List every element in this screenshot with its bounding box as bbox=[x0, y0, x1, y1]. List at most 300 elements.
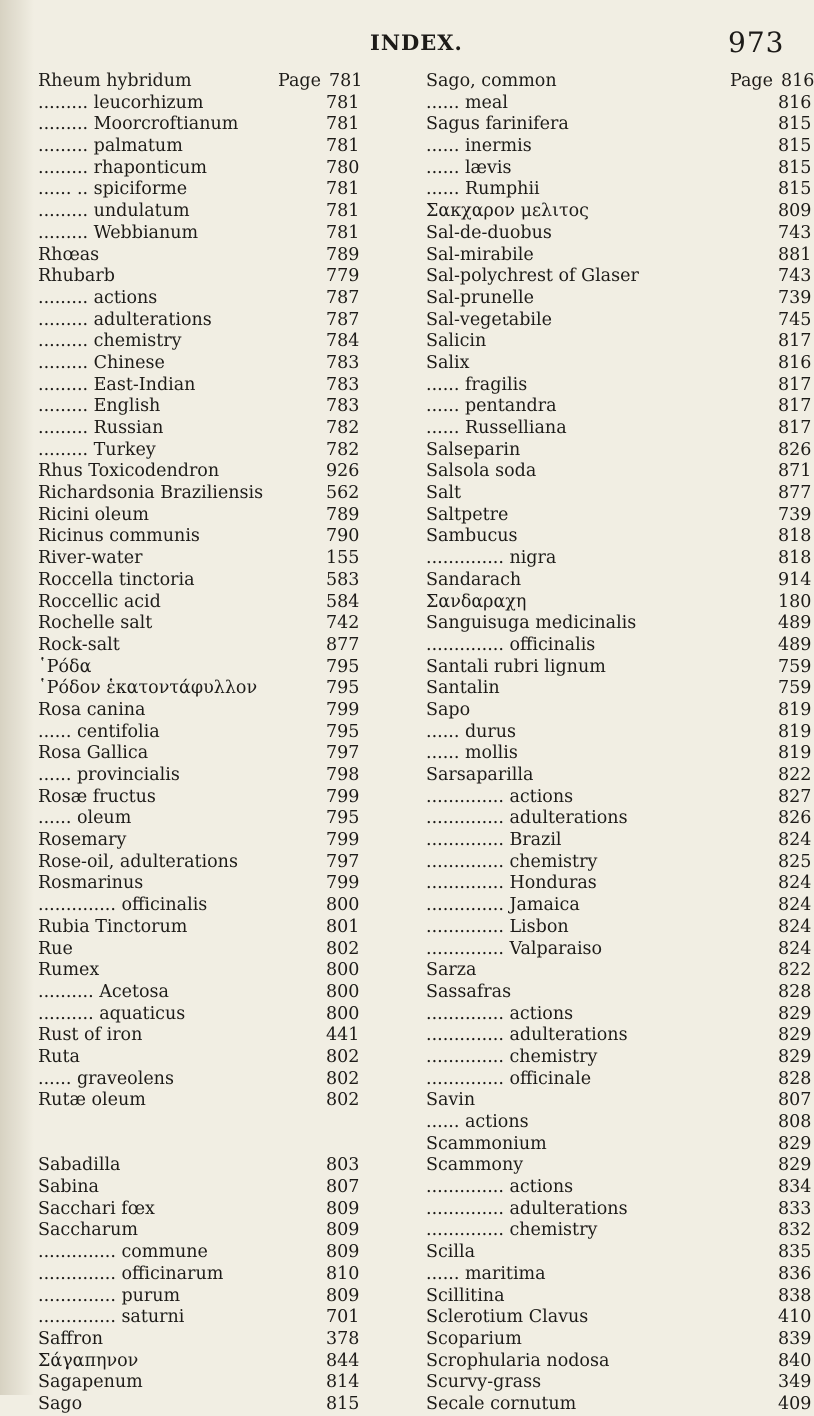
entry-page bbox=[326, 266, 359, 288]
entry-term: Rust of iron bbox=[38, 1025, 143, 1046]
index-entry bbox=[38, 1351, 433, 1373]
entry-page bbox=[326, 1242, 359, 1264]
page-value: 822 bbox=[778, 765, 812, 785]
entry-term: .............. adulterations bbox=[426, 1025, 628, 1046]
page-value: 759 bbox=[778, 656, 812, 677]
entry-page bbox=[778, 1025, 811, 1047]
page-value: 824 bbox=[778, 895, 812, 916]
entry-term: ......... chemistry bbox=[38, 331, 182, 352]
entry-term: Rosemary bbox=[38, 830, 127, 851]
index-entry bbox=[38, 266, 433, 288]
index-entry bbox=[38, 179, 433, 201]
entry-term: Sarza bbox=[426, 960, 477, 981]
entry-page bbox=[326, 1372, 359, 1394]
page-value: 784 bbox=[326, 331, 360, 352]
page-value: 819 bbox=[778, 721, 812, 742]
page-value: 795 bbox=[326, 678, 360, 699]
entry-page bbox=[778, 852, 811, 874]
entry-page bbox=[778, 635, 811, 657]
page-value: 801 bbox=[326, 916, 360, 937]
page-value: 926 bbox=[326, 461, 360, 482]
entry-page bbox=[326, 440, 359, 462]
index-entry bbox=[38, 1112, 433, 1134]
page-value: 781 bbox=[328, 71, 363, 91]
entry-term: Rue bbox=[38, 938, 73, 959]
entry-term: Roccella tinctoria bbox=[38, 569, 195, 590]
entry-page bbox=[778, 678, 811, 700]
index-entry bbox=[426, 1046, 812, 1069]
index-entry bbox=[38, 787, 433, 809]
index-entry bbox=[38, 678, 433, 700]
entry-term: .............. chemistry bbox=[426, 1046, 598, 1067]
index-entry bbox=[38, 1069, 433, 1091]
page-value: 809 bbox=[326, 1220, 360, 1241]
entry-term: River-water bbox=[38, 548, 143, 569]
index-entry bbox=[426, 1220, 812, 1242]
entry-term: ......... Russian bbox=[38, 418, 164, 438]
entry-term: .............. Brazil bbox=[426, 830, 562, 851]
index-entry bbox=[38, 418, 433, 440]
entry-page bbox=[326, 657, 359, 679]
entry-term: Σανδαραχη bbox=[426, 591, 527, 612]
index-entry bbox=[38, 1329, 433, 1351]
page-value: 836 bbox=[778, 1263, 812, 1284]
entry-term: .............. adulterations bbox=[426, 808, 628, 829]
page-value: 807 bbox=[326, 1177, 360, 1198]
entry-term: .............. actions bbox=[426, 1003, 574, 1024]
index-entry bbox=[38, 1220, 433, 1242]
entry-page bbox=[326, 461, 359, 483]
entry-term: ......... Turkey bbox=[38, 439, 156, 460]
page-value: 844 bbox=[326, 1350, 360, 1371]
index-entry bbox=[426, 786, 812, 809]
index-entry bbox=[426, 851, 812, 874]
right-column bbox=[426, 71, 814, 1416]
index-entry bbox=[426, 504, 812, 527]
index-entry bbox=[426, 114, 812, 136]
index-entry bbox=[426, 1003, 812, 1026]
entry-term: Scilla bbox=[426, 1242, 476, 1263]
page-value: 808 bbox=[778, 1112, 812, 1132]
entry-term: .............. officinale bbox=[426, 1068, 592, 1089]
entry-term: .............. saturni bbox=[38, 1307, 185, 1328]
entry-page bbox=[326, 1286, 359, 1308]
entry-page bbox=[326, 288, 359, 310]
entry-page bbox=[778, 526, 811, 548]
index-entry bbox=[38, 353, 433, 375]
page-value: 782 bbox=[326, 439, 360, 460]
entry-term: Sassafras bbox=[426, 981, 512, 1002]
page-value: 802 bbox=[326, 1090, 360, 1111]
entry-page bbox=[778, 613, 811, 635]
entry-page bbox=[730, 71, 814, 93]
index-entry bbox=[38, 700, 433, 722]
index-entry bbox=[426, 483, 812, 505]
index-entry bbox=[38, 1090, 433, 1112]
index-entry bbox=[426, 136, 812, 158]
entry-page bbox=[778, 1372, 811, 1394]
entry-term: Rutæ oleum bbox=[38, 1090, 146, 1111]
page-value: 781 bbox=[326, 92, 360, 113]
index-entry bbox=[38, 331, 433, 353]
page-value: 798 bbox=[326, 765, 360, 785]
page-value: 832 bbox=[778, 1220, 812, 1241]
page-value: 409 bbox=[778, 1393, 812, 1414]
page-value: 800 bbox=[326, 895, 360, 916]
page-value: 819 bbox=[778, 743, 812, 764]
entry-page bbox=[778, 1394, 811, 1416]
index-entry bbox=[38, 830, 433, 852]
page-value: 826 bbox=[778, 808, 812, 829]
page-value: 802 bbox=[326, 1046, 360, 1067]
page-value: 787 bbox=[326, 287, 360, 308]
index-entry bbox=[38, 895, 433, 917]
page-value: 489 bbox=[778, 634, 812, 655]
index-entry bbox=[38, 635, 433, 657]
entry-term: ...... fragilis bbox=[426, 374, 528, 395]
entry-page bbox=[326, 245, 359, 267]
entry-term: Rosæ fructus bbox=[38, 786, 156, 807]
entry-term: ...... actions bbox=[426, 1112, 529, 1132]
entry-term: ...... graveolens bbox=[38, 1068, 174, 1089]
entry-term: Salt bbox=[426, 483, 462, 504]
entry-term: .............. Valparaiso bbox=[426, 938, 603, 959]
entry-term: .............. purum bbox=[38, 1285, 181, 1306]
index-entry bbox=[426, 287, 812, 310]
entry-term: Sarsaparilla bbox=[426, 765, 534, 785]
entry-term: Rosa Gallica bbox=[38, 743, 149, 764]
index-entry bbox=[426, 678, 812, 700]
page-value: 745 bbox=[778, 309, 812, 330]
index-entry bbox=[38, 136, 433, 158]
page-value: 818 bbox=[778, 526, 812, 547]
entry-page bbox=[778, 310, 811, 332]
index-entry bbox=[38, 743, 433, 765]
index-title: INDEX. bbox=[370, 30, 463, 55]
entry-page bbox=[778, 440, 811, 462]
page-value: 818 bbox=[778, 548, 812, 569]
entry-page bbox=[778, 722, 811, 744]
entry-page bbox=[326, 960, 359, 982]
page-value: 795 bbox=[326, 721, 360, 742]
index-entry bbox=[38, 1177, 433, 1199]
entry-term: Rhus Toxicodendron bbox=[38, 461, 220, 482]
page-value: 815 bbox=[778, 136, 812, 157]
entry-page bbox=[326, 1220, 359, 1242]
index-entry bbox=[426, 873, 812, 895]
entry-term: Ricinus communis bbox=[38, 526, 200, 547]
page-value: 817 bbox=[778, 396, 812, 417]
entry-page bbox=[778, 700, 811, 722]
entry-term: Ricini oleum bbox=[38, 504, 149, 525]
index-entry bbox=[426, 591, 812, 614]
entry-term: ...... meal bbox=[426, 92, 508, 113]
entry-page bbox=[326, 223, 359, 245]
entry-term: .............. officinalis bbox=[38, 895, 208, 916]
entry-page bbox=[778, 765, 811, 787]
entry-page bbox=[778, 223, 811, 245]
entry-term: Saccharum bbox=[38, 1220, 138, 1241]
page-value: 799 bbox=[326, 786, 360, 807]
index-entry bbox=[38, 1025, 433, 1047]
entry-term: Ruta bbox=[38, 1046, 80, 1067]
page-value: 583 bbox=[326, 569, 360, 590]
index-entry bbox=[426, 1133, 812, 1156]
entry-page bbox=[778, 1177, 811, 1199]
entry-page bbox=[326, 136, 359, 158]
index-entry bbox=[38, 310, 433, 332]
entry-page bbox=[326, 830, 359, 852]
index-entry bbox=[426, 1263, 812, 1286]
index-entry bbox=[38, 93, 433, 115]
page-value: 881 bbox=[778, 244, 812, 265]
entry-page bbox=[778, 375, 811, 397]
index-entry bbox=[426, 244, 812, 267]
page-value: 814 bbox=[326, 1372, 360, 1393]
entry-term: ......... adulterations bbox=[38, 309, 212, 330]
entry-page bbox=[778, 939, 811, 961]
entry-term: ...... durus bbox=[426, 721, 517, 742]
entry-page bbox=[778, 917, 811, 939]
page-value: 816 bbox=[778, 352, 812, 373]
page-value: 828 bbox=[778, 981, 812, 1002]
entry-page bbox=[778, 461, 811, 483]
page-value: 797 bbox=[326, 743, 360, 764]
entry-page bbox=[326, 526, 359, 548]
index-entry bbox=[38, 1199, 433, 1221]
entry-term: Sagapenum bbox=[38, 1372, 143, 1393]
entry-term: .............. Jamaica bbox=[426, 895, 580, 916]
index-entry bbox=[426, 352, 812, 375]
page-value: 743 bbox=[778, 222, 812, 243]
index-entry bbox=[38, 1134, 433, 1156]
entry-page bbox=[778, 288, 811, 310]
page-value: 782 bbox=[326, 418, 360, 438]
entry-term: Sal-de-duobus bbox=[426, 222, 552, 243]
index-entry bbox=[426, 743, 812, 765]
index-entry bbox=[426, 461, 812, 483]
page-value: 809 bbox=[778, 201, 812, 222]
index-entry bbox=[38, 1394, 433, 1416]
entry-term: ...... Rumphii bbox=[426, 179, 540, 200]
entry-page bbox=[778, 1004, 811, 1026]
page-value: 441 bbox=[326, 1025, 360, 1046]
page-value: 781 bbox=[326, 114, 360, 135]
entry-page bbox=[326, 722, 359, 744]
page-value: 817 bbox=[778, 331, 812, 352]
entry-page bbox=[326, 375, 359, 397]
entry-page bbox=[778, 114, 811, 136]
index-entry bbox=[38, 570, 433, 592]
entry-term: Scammony bbox=[426, 1155, 524, 1176]
entry-term: .............. officinarum bbox=[38, 1263, 224, 1284]
page-value: 871 bbox=[778, 461, 812, 482]
entry-page bbox=[326, 1351, 359, 1373]
entry-page bbox=[778, 505, 811, 527]
page-value: 826 bbox=[778, 439, 812, 460]
entry-term: .............. adulterations bbox=[426, 1198, 628, 1219]
page-value: 829 bbox=[778, 1025, 812, 1046]
entry-term: .............. Honduras bbox=[426, 873, 597, 894]
entry-term: ......... actions bbox=[38, 287, 158, 308]
page-value: 759 bbox=[778, 678, 812, 699]
index-entry bbox=[426, 569, 812, 592]
entry-page bbox=[778, 418, 811, 440]
entry-page bbox=[326, 852, 359, 874]
entry-term: .............. actions bbox=[426, 786, 574, 807]
entry-page bbox=[326, 1199, 359, 1221]
entry-term: Salicin bbox=[426, 331, 487, 352]
page-value: 799 bbox=[326, 699, 360, 720]
entry-page bbox=[326, 1090, 359, 1112]
page-value: 783 bbox=[326, 352, 360, 373]
page-value: 378 bbox=[326, 1328, 360, 1349]
index-entry bbox=[38, 1372, 433, 1394]
entry-term: ...... oleum bbox=[38, 808, 132, 829]
index-entry bbox=[426, 331, 812, 353]
page-value: 810 bbox=[326, 1263, 360, 1284]
entry-page bbox=[778, 982, 811, 1004]
page-value: 815 bbox=[326, 1393, 360, 1414]
entry-term: ......... Chinese bbox=[38, 352, 165, 373]
entry-term: Saffron bbox=[38, 1328, 104, 1349]
entry-page bbox=[778, 1155, 811, 1177]
entry-page bbox=[778, 1351, 811, 1373]
page-value: 824 bbox=[778, 916, 812, 937]
page-value: 410 bbox=[778, 1307, 812, 1328]
page-value: 489 bbox=[778, 613, 812, 634]
page-value: 349 bbox=[778, 1372, 812, 1393]
entry-page bbox=[778, 201, 811, 223]
index-entry bbox=[426, 1307, 812, 1329]
entry-page bbox=[326, 179, 359, 201]
entry-page bbox=[778, 960, 811, 982]
page-value: 781 bbox=[326, 179, 360, 200]
entry-term: Scrophularia nodosa bbox=[426, 1350, 610, 1371]
index-entry bbox=[38, 201, 433, 223]
entry-term: Salix bbox=[426, 352, 470, 373]
entry-page bbox=[326, 93, 359, 115]
entry-page bbox=[326, 1047, 359, 1069]
entry-page bbox=[326, 418, 359, 440]
page-value: 877 bbox=[326, 634, 360, 655]
page-value: 809 bbox=[326, 1285, 360, 1306]
page-value: 816 bbox=[780, 71, 814, 91]
entry-term: ...... provincialis bbox=[38, 765, 180, 785]
entry-page bbox=[326, 1177, 359, 1199]
index-entry bbox=[38, 1307, 433, 1329]
page-value: 809 bbox=[326, 1198, 360, 1219]
entry-term: Sal-prunelle bbox=[426, 287, 534, 308]
left-column bbox=[38, 71, 433, 1416]
entry-page bbox=[326, 331, 359, 353]
entry-term: Secale cornutum bbox=[426, 1393, 577, 1414]
entry-page bbox=[778, 245, 811, 267]
entry-page bbox=[326, 1069, 359, 1091]
entry-page bbox=[326, 310, 359, 332]
index-entry bbox=[38, 1004, 433, 1026]
entry-page bbox=[326, 873, 359, 895]
entry-term: .......... aquaticus bbox=[38, 1003, 186, 1024]
entry-page bbox=[778, 1069, 811, 1091]
page-value: 829 bbox=[778, 1155, 812, 1176]
page-value: 815 bbox=[778, 114, 812, 135]
page-value: 799 bbox=[326, 873, 360, 894]
entry-page bbox=[778, 1307, 811, 1329]
index-entry bbox=[426, 1198, 812, 1221]
index-entry bbox=[426, 613, 812, 635]
entry-term: ......... leucorhizum bbox=[38, 92, 204, 113]
page-value: 839 bbox=[778, 1328, 812, 1349]
index-entry bbox=[426, 201, 812, 223]
page-value: 701 bbox=[326, 1307, 360, 1328]
entry-term: ...... pentandra bbox=[426, 396, 557, 417]
index-entry bbox=[426, 418, 812, 440]
index-entry bbox=[426, 1068, 812, 1091]
entry-page bbox=[778, 1112, 811, 1134]
entry-term: Santalin bbox=[426, 678, 500, 699]
page-value: 827 bbox=[778, 786, 812, 807]
entry-page bbox=[778, 266, 811, 288]
entry-page bbox=[326, 917, 359, 939]
entry-term: Rock-salt bbox=[38, 634, 120, 655]
entry-term: Savin bbox=[426, 1090, 476, 1111]
page-value: 833 bbox=[778, 1198, 812, 1219]
entry-page bbox=[778, 1047, 811, 1069]
entry-term: Σακχαρον μελιτος bbox=[426, 201, 589, 222]
entry-page bbox=[326, 570, 359, 592]
entry-term: Rosmarinus bbox=[38, 873, 144, 894]
page-value: 828 bbox=[778, 1068, 812, 1089]
entry-page bbox=[326, 1264, 359, 1286]
entry-page bbox=[778, 548, 811, 570]
entry-term: Rhœas bbox=[38, 244, 100, 265]
page-value: 795 bbox=[326, 808, 360, 829]
index-entry bbox=[38, 461, 433, 483]
index-entry bbox=[38, 852, 433, 874]
entry-term: Rheum hybridum bbox=[38, 71, 192, 91]
entry-term: .............. chemistry bbox=[426, 1220, 598, 1241]
page-value: 562 bbox=[326, 483, 360, 504]
entry-page bbox=[326, 635, 359, 657]
page-value: 781 bbox=[326, 136, 360, 157]
page-value: 822 bbox=[778, 960, 812, 981]
entry-page bbox=[326, 505, 359, 527]
entry-term: .............. actions bbox=[426, 1177, 574, 1198]
page-value: 824 bbox=[778, 873, 812, 894]
page-value: 807 bbox=[778, 1090, 812, 1111]
index-entry bbox=[38, 1242, 433, 1264]
index-entry bbox=[426, 266, 812, 288]
page-value: 739 bbox=[778, 287, 812, 308]
index-entry bbox=[38, 613, 433, 635]
entry-term: .............. officinalis bbox=[426, 634, 596, 655]
index-entry bbox=[426, 1242, 812, 1264]
entry-page bbox=[326, 743, 359, 765]
entry-page bbox=[326, 895, 359, 917]
entry-page bbox=[326, 808, 359, 830]
page-value: 877 bbox=[778, 483, 812, 504]
entry-term: Rhubarb bbox=[38, 266, 115, 287]
entry-page bbox=[778, 743, 811, 765]
entry-term: Scoparium bbox=[426, 1328, 522, 1349]
entry-page bbox=[326, 765, 359, 787]
page-value: 802 bbox=[326, 938, 360, 959]
entry-term: ......... Moorcroftianum bbox=[38, 114, 239, 135]
index-entry bbox=[426, 721, 812, 744]
page-value: 783 bbox=[326, 396, 360, 417]
entry-page bbox=[778, 158, 811, 180]
